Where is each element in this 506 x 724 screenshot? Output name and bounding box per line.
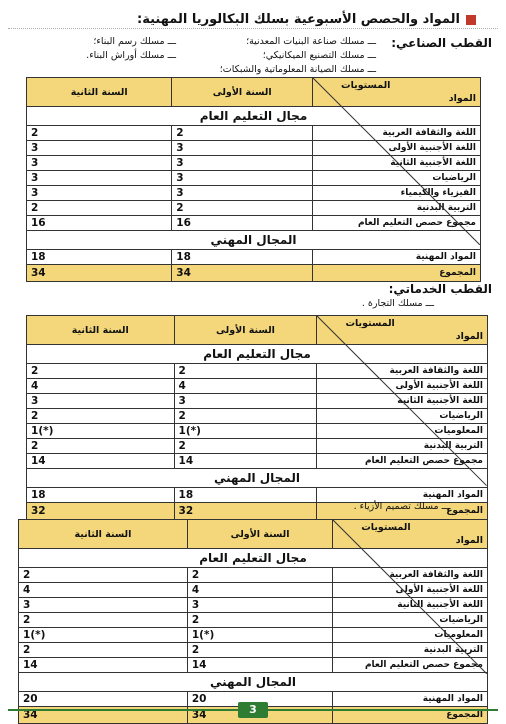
subject-name: اللغة الأجنبية الثانية [313, 156, 481, 171]
subjects-label: المواد [448, 93, 476, 104]
service-table [26, 315, 488, 520]
subject-name: التربية البدنية [317, 439, 488, 454]
track-item: ـــ مسلك أوراش البناء. [86, 50, 176, 61]
year1-header: السنة الأولى [174, 316, 317, 345]
year2-value: 20 [19, 692, 188, 707]
page-title [137, 12, 476, 27]
year1-value: 2 [172, 201, 313, 216]
subject-name: التربية البدنية [313, 201, 481, 216]
levels-subjects-header [313, 78, 481, 107]
subject-name: الرياضيات [317, 409, 488, 424]
year2-value: (*)1 [19, 628, 188, 643]
page-header [8, 10, 498, 30]
industrial-tracks [220, 36, 376, 78]
table-header-row [27, 316, 488, 345]
general-domain-label: مجال التعليم العام [27, 107, 481, 126]
title-underline [8, 28, 498, 29]
industrial-table [26, 77, 481, 282]
general-domain-label: مجال التعليم العام [19, 549, 488, 568]
year1-value: 3 [172, 186, 313, 201]
year2-value: 4 [19, 583, 188, 598]
table-header-row [19, 520, 488, 549]
subject-name: اللغة الأجنبية الثانية [333, 598, 488, 613]
year2-total: 34 [27, 265, 172, 282]
levels-label: المستويات [361, 522, 411, 533]
year1-value: 3 [187, 598, 332, 613]
year1-value: 2 [174, 439, 317, 454]
year1-value: 2 [187, 613, 332, 628]
track-item: ـــ مسلك الصيانة المعلوماتية والشبكات؛ [219, 64, 376, 75]
subject-name: الرياضيات [333, 613, 488, 628]
year1-value: 18 [172, 250, 313, 265]
year1-value: 3 [172, 141, 313, 156]
subject-name: التربية البدنية [333, 643, 488, 658]
subject-name: مجموع حصص التعليم العام [313, 216, 481, 231]
year2-value: 3 [27, 171, 172, 186]
service-track: ـــ مسلك التجارة . [361, 298, 434, 309]
year1-total: 32 [174, 503, 317, 520]
year2-value: 3 [27, 394, 175, 409]
bullet-icon [466, 15, 476, 25]
year1-value: 4 [187, 583, 332, 598]
general-domain-label: مجال التعليم العام [27, 345, 488, 364]
service-pole-title: القطب الخدماتي: [388, 282, 492, 296]
year2-value: 18 [27, 488, 175, 503]
year1-header: السنة الأولى [187, 520, 332, 549]
year2-value: 2 [19, 643, 188, 658]
subject-name: اللغة الأجنبية الثانية [317, 394, 488, 409]
year1-value: 18 [174, 488, 317, 503]
levels-label: المستويات [345, 318, 395, 329]
year1-value: 20 [187, 692, 332, 707]
year2-value: 14 [27, 454, 175, 469]
subjects-label: المواد [455, 331, 483, 342]
year1-value: 4 [174, 379, 317, 394]
subject-name: اللغة الأجنبية الأولى [317, 379, 488, 394]
year2-value: 18 [27, 250, 172, 265]
subject-name: المواد المهنية [333, 692, 488, 707]
fashion-track: ـــ مسلك تصميم الأزياء . [353, 501, 450, 512]
subject-name: اللغة الأجنبية الأولى [313, 141, 481, 156]
year2-value: 2 [19, 568, 188, 583]
year2-header: السنة الثانية [27, 316, 175, 345]
year1-value: 14 [187, 658, 332, 673]
year1-value: (*)1 [187, 628, 332, 643]
track-item: ـــ مسلك صناعة البنيات المعدنية؛ [246, 36, 376, 47]
total-label: المجموع [333, 707, 488, 724]
subjects-label: المواد [455, 535, 483, 546]
levels-subjects-header [333, 520, 488, 549]
year2-value: 3 [27, 141, 172, 156]
table-row [27, 250, 481, 265]
page-number: 3 [238, 702, 268, 718]
subject-name: مجموع حصص التعليم العام [333, 658, 488, 673]
subject-name: اللغة والثقافة العربية [333, 568, 488, 583]
year1-value: 2 [187, 568, 332, 583]
subject-name: الرياضيات [313, 171, 481, 186]
year2-value: 2 [27, 126, 172, 141]
year1-value: 3 [174, 394, 317, 409]
levels-label: المستويات [341, 80, 391, 91]
year2-value: 16 [27, 216, 172, 231]
year1-value: 16 [172, 216, 313, 231]
track-item: ـــ مسلك التصنيع الميكانيكي؛ [262, 50, 376, 61]
year2-value: 2 [27, 364, 175, 379]
year2-value: 4 [27, 379, 175, 394]
subject-name: اللغة والثقافة العربية [313, 126, 481, 141]
industrial-tracks-left [86, 36, 176, 64]
total-row [27, 265, 481, 282]
year2-header: السنة الثانية [27, 78, 172, 107]
subject-name: المعلوميات [333, 628, 488, 643]
year1-value: 14 [174, 454, 317, 469]
year1-total: 34 [187, 707, 332, 724]
year1-value: 2 [174, 409, 317, 424]
subject-name: اللغة والثقافة العربية [317, 364, 488, 379]
year2-value: 3 [19, 598, 188, 613]
subject-name: مجموع حصص التعليم العام [317, 454, 488, 469]
year2-value: 2 [19, 613, 188, 628]
subject-name: المعلوميات [317, 424, 488, 439]
subject-name: المواد المهنية [317, 488, 488, 503]
fashion-table [18, 519, 488, 724]
page-title-text: المواد والحصص الأسبوعية بسلك البكالوريا المهنية: [137, 12, 460, 27]
year1-value: 2 [174, 364, 317, 379]
year1-value: 3 [172, 171, 313, 186]
year1-total: 34 [172, 265, 313, 282]
year1-value: 2 [187, 643, 332, 658]
levels-subjects-header [317, 316, 488, 345]
year1-value: (*)1 [174, 424, 317, 439]
year2-value: 2 [27, 439, 175, 454]
year2-value: 2 [27, 409, 175, 424]
track-item: ـــ مسلك رسم البناء؛ [93, 36, 176, 47]
year2-total: 34 [19, 707, 188, 724]
year2-value: 2 [27, 201, 172, 216]
year2-total: 32 [27, 503, 175, 520]
professional-domain-label: المجال المهني [19, 673, 488, 692]
subject-name: اللغة الأجنبية الأولى [333, 583, 488, 598]
year2-value: 14 [19, 658, 188, 673]
year1-header: السنة الأولى [172, 78, 313, 107]
total-label: المجموع [317, 503, 488, 520]
total-label: المجموع [313, 265, 481, 282]
table-header-row [27, 78, 481, 107]
professional-domain-label: المجال المهني [27, 231, 481, 250]
subject-name: المواد المهنية [313, 250, 481, 265]
industrial-pole-title: القطب الصناعي: [391, 36, 492, 50]
year1-value: 3 [172, 156, 313, 171]
year2-value: 3 [27, 156, 172, 171]
professional-domain-label: المجال المهني [27, 469, 488, 488]
year2-value: 3 [27, 186, 172, 201]
year2-value: (*)1 [27, 424, 175, 439]
subject-name: الفيزياء والكيمياء [313, 186, 481, 201]
year2-header: السنة الثانية [19, 520, 188, 549]
year1-value: 2 [172, 126, 313, 141]
